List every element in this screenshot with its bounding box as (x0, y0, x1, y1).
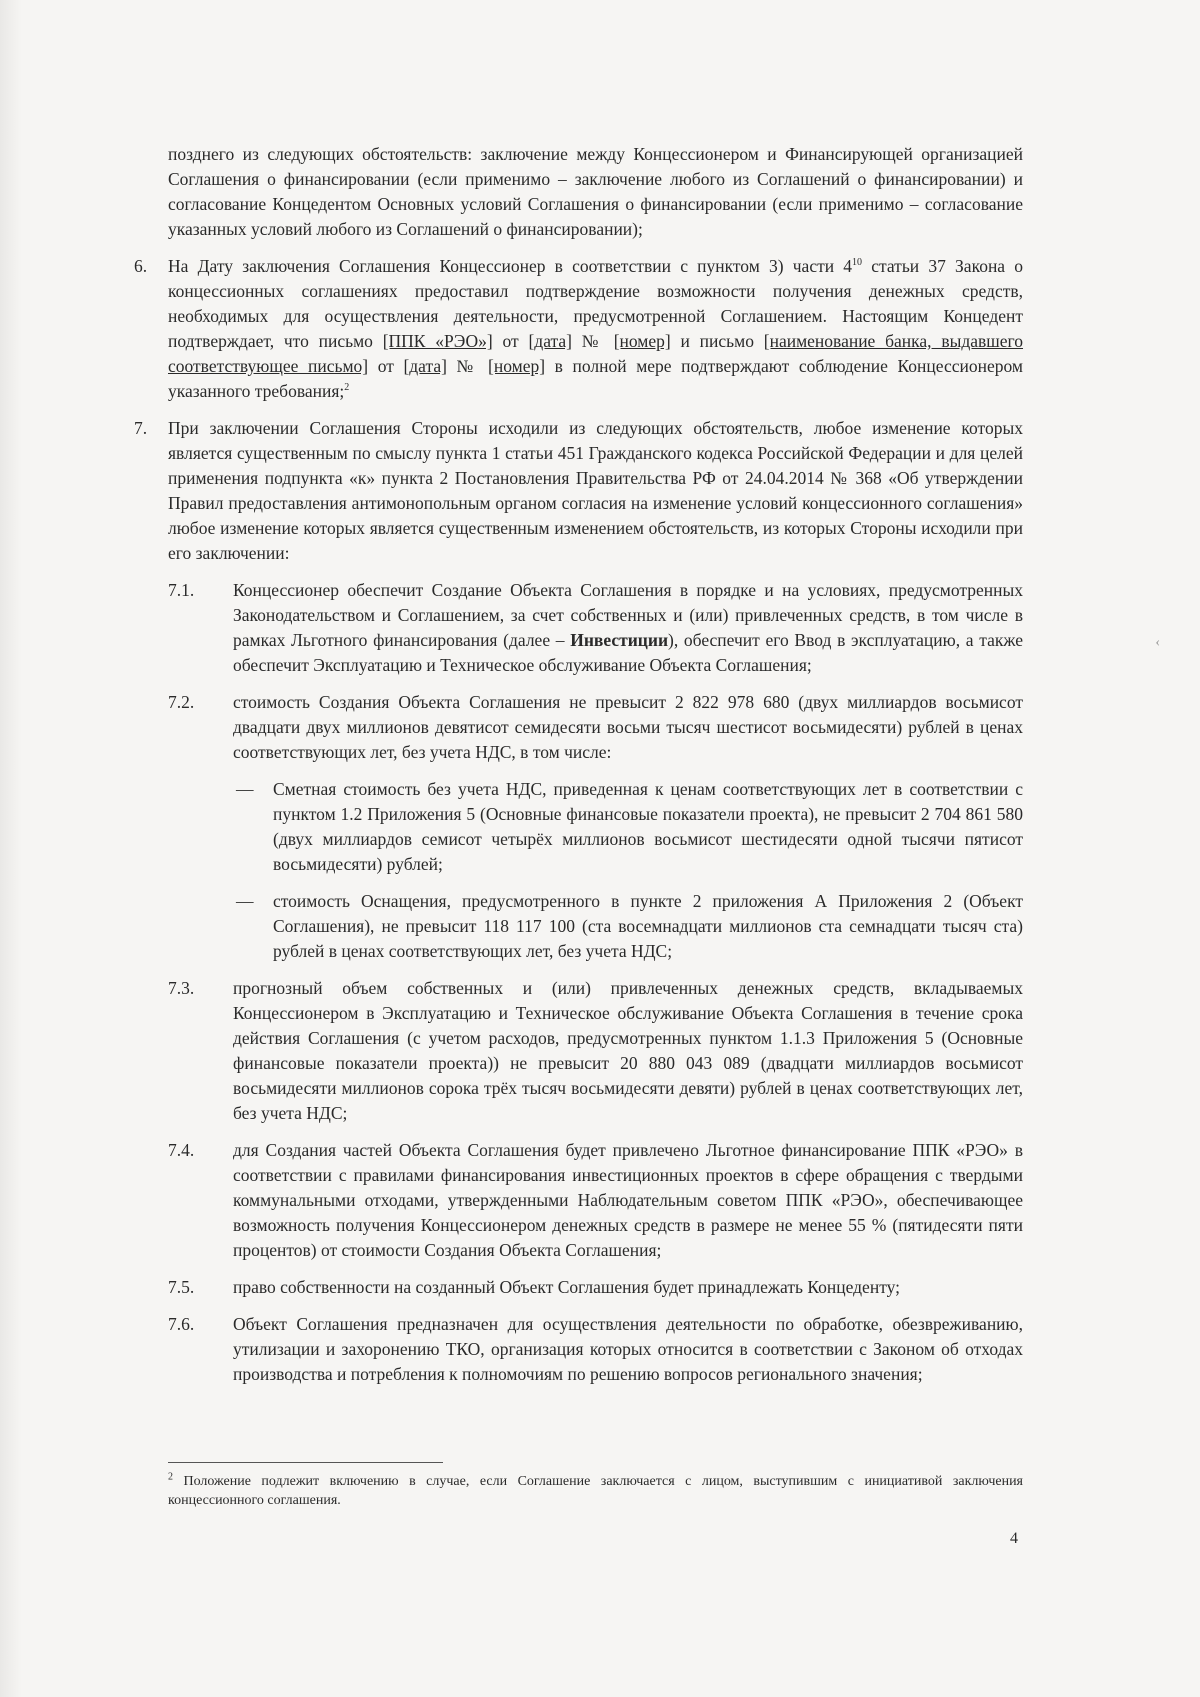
subclause-number: 7.1. (168, 580, 195, 600)
scan-edge (0, 0, 22, 1697)
footnote-divider (168, 1462, 443, 1463)
subclause-number: 7.4. (168, 1140, 195, 1160)
clause-number: 6. (134, 256, 148, 276)
clause-7-4 (168, 1138, 1023, 1263)
dash-item (168, 889, 1023, 964)
intro-paragraph: позднего из следующих обстоятельств: заключение между Концессионером и Финансирующей организацией Соглашения о финансировании (если применимо – заключение любого из Соглашений о финансировании) и согласование Концедентом Основных условий Соглашения о финансировании (если применимо – согласование указанных условий любого из Соглашений о финансировании); (168, 144, 1023, 239)
clause-7-3 (168, 976, 1023, 1126)
subclause-text: право собственности на созданный Объект Соглашения будет принадлежать Концеденту; (233, 1277, 900, 1297)
dash-text: Сметная стоимость без учета НДС, приведенная к ценам соответствующих лет в соответствии с пунктом 1.2 Приложения 5 (Основные финансовые показатели проекта), не превысит 2 704 861 580 (двух миллиардов семисот четырёх миллионов восьмисот шестидесяти одной тысячи пятисот восьмидесяти) рублей; (273, 779, 1023, 874)
subclause-text: стоимость Создания Объекта Соглашения не превысит 2 822 978 680 (двух миллиардов восьмисот двадцати двух миллионов девятисот семидесяти восьми тысяч шестисот восьмидесяти) рублей в ценах соответствующих лет, без учета НДС, в том числе: (233, 692, 1023, 762)
subclause-text: прогнозный объем собственных и (или) привлеченных денежных средств, вкладываемых Концессионером в Эксплуатацию и Техническое обслуживание Объекта Соглашения в течение срока действия Соглашения (с учетом расходов, предусмотренных пунктом 1.1.3 Приложения 5 (Основные финансовые показатели проекта)) не превысит 20 880 043 089 (двадцати миллиардов восьмисот восьмидесяти миллионов сорока трёх тысяч восьмидесяти девяти) рублей в ценах соответствующих лет, без учета НДС; (233, 978, 1023, 1123)
subclause-number: 7.6. (168, 1314, 195, 1334)
footnote: $^2$ Положение подлежит включению в случае, если Соглашение заключается с лицом, выступившим с инициативой заключения концессионного соглашения. (168, 1471, 1023, 1508)
clause-7-1 (168, 578, 1023, 678)
subclause-number: 7.5. (168, 1277, 195, 1297)
document-body (134, 142, 1024, 1399)
subclause-text: Концессионер обеспечит Создание Объекта Соглашения в порядке и на условиях, предусмотренных Законодательством и Соглашением, за счет собственных и (или) привлеченных средств, в том числе в рамках Льготного финансирования (далее – Инвестиции), обеспечит его Ввод в эксплуатацию, а также обеспечит Эксплуатацию и Техническое обслуживание Объекта Соглашения; (233, 580, 1023, 675)
subclause-text: Объект Соглашения предназначен для осуществления деятельности по обработке, обезвреживанию, утилизации и захоронению ТКО, организация которых относится в соответствии с Законом об отходах производства и потребления к полномочиям по решению вопросов регионального значения; (233, 1314, 1023, 1384)
clause-7-5 (168, 1275, 1023, 1300)
subclause-text: для Создания частей Объекта Соглашения будет привлечено Льготное финансирование ППК «РЭО» в соответствии с правилами финансирования инвестиционных проектов в сфере обращения с твердыми коммунальными отходами, утвержденными Наблюдательным советом ППК «РЭО», обеспечивающее возможность получения Концессионером денежных средств в размере не менее 55 % (пятидесяти пяти процентов) от стоимости Создания Объекта Соглашения; (233, 1140, 1023, 1260)
clause-7-2 (168, 690, 1023, 765)
footnote-ref: 2 (344, 382, 350, 394)
dash-mark: — (236, 891, 254, 911)
dash-text: стоимость Оснащения, предусмотренного в пункте 2 приложения А Приложения 2 (Объект Соглашения), не превысит 118 117 100 (ста восемнадцати миллионов ста семнадцати тысяч ста) рублей в ценах соответствующих лет, без учета НДС; (273, 891, 1023, 961)
dash-item (168, 777, 1023, 877)
subclause-number: 7.2. (168, 692, 195, 712)
scan-mark: ‹ (1155, 635, 1160, 650)
subclause-number: 7.3. (168, 978, 195, 998)
dash-mark: — (236, 779, 254, 799)
clause-7-6 (168, 1312, 1023, 1387)
clause-6 (134, 254, 1024, 404)
page-number: 4 (1010, 1530, 1018, 1547)
clause-7 (134, 416, 1023, 566)
clause-number: 7. (134, 418, 148, 438)
clause-7-text: При заключении Соглашения Стороны исходили из следующих обстоятельств, любое изменение которых является существенным по смыслу пункта 1 статьи 451 Гражданского кодекса Российской Федерации и для целей применения подпункта «к» пункта 2 Постановления Правительства РФ от 24.04.2014 № 368 «Об утверждении Правил предоставления антимонопольным органом согласия на изменение условий концессионного соглашения» любое изменение которых является существенным изменением обстоятельств, из которых Стороны исходили при его заключении: (168, 418, 1023, 563)
clause-6-text: На Дату заключения Соглашения Концессионер в соответствии с пунктом 3) части $4^{10}$ статьи 37 Закона о концессионных соглашениях предоставил подтверждение возможности получения денежных средств, необходимых для осуществления деятельности, предусмотренной Соглашением. Настоящим Концедент подтверждает, что письмо [ППК «РЭО»] от [дата] № [номер] и письмо [наименование банка, выдавшего соответствующее письмо] от [дата] № [номер] в полной мере подтверждают соблюдение Концессионером указанного требования;$^2$ (168, 256, 1024, 401)
